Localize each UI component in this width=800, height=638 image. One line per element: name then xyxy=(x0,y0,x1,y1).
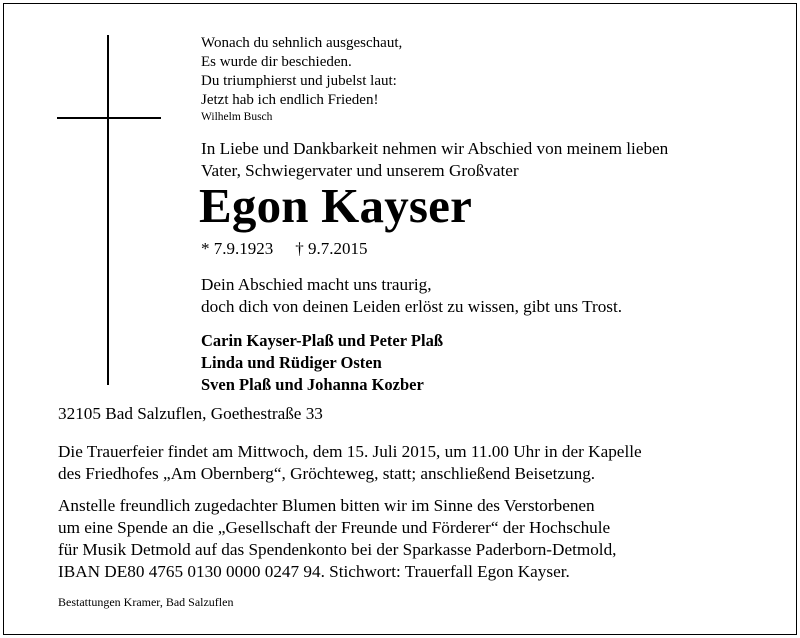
cross-horizontal-bar xyxy=(57,117,161,119)
donation-line: für Musik Detmold auf das Spendenkonto bei der Sparkasse Paderborn-Detmold, xyxy=(58,540,617,559)
intro-line: Vater, Schwiegervater und unserem Großvater xyxy=(201,161,519,180)
poem-line: Jetzt hab ich endlich Frieden! xyxy=(201,92,379,108)
funeral-line: Die Trauerfeier findet am Mittwoch, dem 15. Juli 2015, um 11.00 Uhr in der Kapelle xyxy=(58,442,642,461)
donation-line: IBAN DE80 4765 0130 0000 0247 94. Stichwort: Trauerfall Egon Kayser. xyxy=(58,562,570,581)
cross-vertical-bar xyxy=(107,35,109,385)
birth-date: * 7.9.1923 xyxy=(201,239,274,258)
poem-line: Du triumphierst und jubelst laut: xyxy=(201,73,397,89)
mourner-name: Sven Plaß und Johanna Kozber xyxy=(201,375,424,394)
poem-author: Wilhelm Busch xyxy=(201,111,273,123)
mourner-name: Linda und Rüdiger Osten xyxy=(201,353,382,372)
funeral-line: des Friedhofes „Am Obernberg“, Gröchteweg, statt; anschließend Beisetzung. xyxy=(58,464,596,483)
donation-line: um eine Spende an die „Gesellschaft der Freunde und Förderer“ der Hochschule xyxy=(58,518,611,537)
poem-line: Wonach du sehnlich ausgeschaut, xyxy=(201,35,403,51)
death-date: † 9.7.2015 xyxy=(295,239,368,258)
poem-line: Es wurde dir beschieden. xyxy=(201,54,352,70)
intro-line: In Liebe und Dankbarkeit nehmen wir Abschied von meinem lieben xyxy=(201,139,669,158)
family-address: 32105 Bad Salzuflen, Goethestraße 33 xyxy=(58,404,323,423)
comfort-line: doch dich von deinen Leiden erlöst zu wissen, gibt uns Trost. xyxy=(201,297,623,316)
comfort-line: Dein Abschied macht uns traurig, xyxy=(201,275,432,294)
undertaker-credit: Bestattungen Kramer, Bad Salzuflen xyxy=(58,595,234,609)
mourner-name: Carin Kayser-Plaß und Peter Plaß xyxy=(201,331,443,350)
donation-line: Anstelle freundlich zugedachter Blumen bitten wir im Sinne des Verstorbenen xyxy=(58,496,595,515)
life-dates xyxy=(201,238,368,260)
deceased-name: Egon Kayser xyxy=(199,178,473,233)
